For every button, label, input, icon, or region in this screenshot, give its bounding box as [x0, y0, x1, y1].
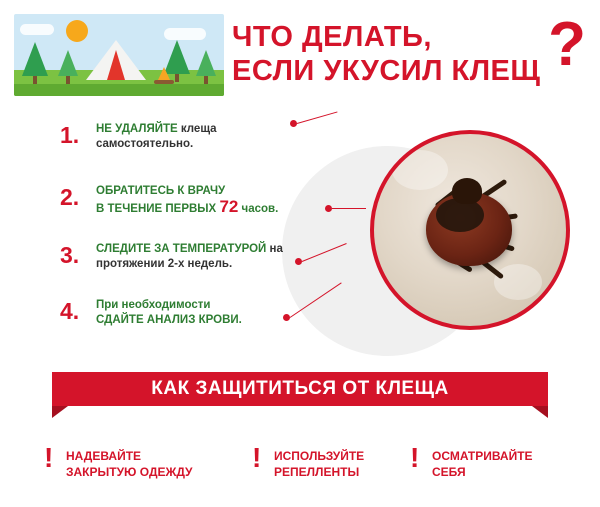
steps-section	[0, 108, 600, 366]
step-text	[96, 122, 306, 152]
page-title	[232, 20, 590, 88]
tip-text	[432, 448, 533, 480]
step-text-strong: СЛЕДИТЕ ЗА ТЕМПЕРАТУРОЙ	[96, 243, 267, 255]
photo-highlight	[494, 264, 542, 300]
ribbon-left-fold	[52, 406, 68, 418]
step-text-line2: протяжении 2-х недель.	[96, 258, 233, 270]
step-number: 2.	[60, 184, 80, 210]
tick-head	[452, 178, 482, 204]
tip-line-2: СЕБЯ	[432, 465, 466, 479]
header	[0, 0, 600, 108]
step-highlight-number: 72	[219, 197, 239, 216]
campfire-icon	[158, 67, 170, 80]
step-text-line2: самостоятельно.	[96, 138, 194, 150]
connector-line	[297, 111, 338, 124]
step-number: 3.	[60, 242, 80, 268]
tips-section	[0, 432, 600, 507]
tent-door-shape	[107, 50, 125, 80]
tree-trunk-shape	[204, 76, 208, 84]
tree-icon	[58, 50, 78, 76]
step-text-tail: клеща	[177, 123, 217, 135]
title-line-2: ЕСЛИ УКУСИЛ КЛЕЩ	[232, 55, 541, 87]
connector-dot	[295, 258, 302, 265]
tree-trunk-shape	[175, 74, 179, 82]
step-number: 4.	[60, 298, 80, 324]
tree-icon	[22, 42, 48, 76]
camping-forest-illustration	[14, 14, 224, 96]
step-text	[96, 242, 306, 272]
tip-line-2: РЕПЕЛЛЕНТЫ	[274, 465, 360, 479]
connector-dot	[290, 120, 297, 127]
tree-trunk-shape	[33, 76, 37, 84]
step-text-strong: ОБРАТИТЕСЬ К ВРАЧУ	[96, 185, 226, 197]
tree-icon	[196, 50, 216, 76]
cloud-shape	[164, 28, 206, 40]
tip-text	[274, 448, 364, 480]
step-text-line2: В ТЕЧЕНИЕ ПЕРВЫХ	[96, 203, 217, 215]
step-text	[96, 184, 306, 217]
step-text	[96, 298, 306, 328]
log-shape	[154, 80, 174, 84]
connector-dot	[325, 205, 332, 212]
question-mark-icon: ?	[548, 10, 586, 79]
ribbon-right-fold	[532, 406, 548, 418]
tip-line-2: ЗАКРЫТУЮ ОДЕЖДУ	[66, 465, 193, 479]
sun-icon	[66, 20, 88, 42]
ground-shadow-shape	[14, 84, 224, 96]
step-text-strong: СДАЙТЕ АНАЛИЗ КРОВИ.	[96, 314, 242, 326]
exclamation-icon: !	[44, 442, 54, 473]
exclamation-icon: !	[410, 442, 420, 473]
tick-photo	[370, 130, 570, 330]
tip-line-1: НАДЕВАЙТЕ	[66, 449, 142, 463]
exclamation-icon: !	[252, 442, 262, 473]
tree-trunk-shape	[66, 76, 70, 84]
step-text-strong: НЕ УДАЛЯЙТЕ	[96, 123, 178, 135]
protection-banner-wrap	[0, 366, 600, 424]
title-line-1: ЧТО ДЕЛАТЬ,	[232, 21, 432, 53]
step-text-line1: При необходимости	[96, 299, 211, 311]
step-number: 1.	[60, 122, 80, 148]
step-text-tail: часов.	[238, 203, 279, 215]
tip-line-1: ОСМАТРИВАЙТЕ	[432, 449, 533, 463]
tip-line-1: ИСПОЛЬЗУЙТЕ	[274, 449, 365, 463]
connector-line	[332, 208, 366, 209]
protection-banner: КАК ЗАЩИТИТЬСЯ ОТ КЛЕЩА	[52, 372, 548, 406]
tip-text	[66, 448, 193, 480]
cloud-shape	[20, 24, 54, 35]
photo-highlight	[392, 150, 448, 190]
step-text-tail: на	[266, 243, 283, 255]
connector-dot	[283, 314, 290, 321]
